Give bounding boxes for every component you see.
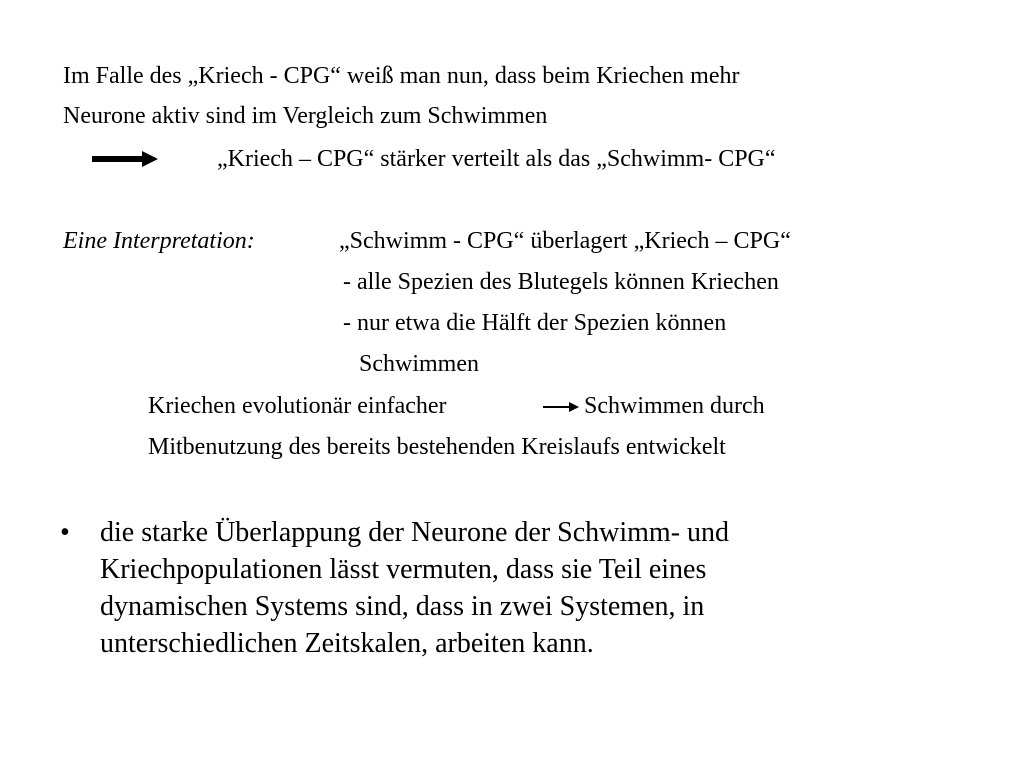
evolution-part-2: Schwimmen durch	[584, 393, 765, 419]
bullet-line-1: die starke Überlappung der Neurone der Schwimm- und	[100, 517, 730, 548]
intro-conclusion: „Kriech – CPG“ stärker verteilt als das „Schwimm- CPG“	[217, 146, 776, 172]
evolution-part-1: Kriechen evolutionär einfacher	[148, 393, 447, 419]
interpretation-point-2-line-1: - nur etwa die Hälft der Spezien können	[343, 310, 727, 336]
arrow-right-thick-icon	[92, 151, 158, 167]
bullet-line-4: unterschiedlichen Zeitskalen, arbeiten kann.	[100, 628, 594, 659]
bullet-line-2: Kriechpopulationen lässt vermuten, dass sie Teil eines	[100, 554, 707, 585]
interpretation-point-1: - alle Spezien des Blutegels können Kriechen	[343, 269, 779, 295]
interpretation-label: Eine Interpretation:	[63, 228, 255, 254]
evolution-line-2: Mitbenutzung des bereits bestehenden Kreislaufs entwickelt	[148, 434, 726, 460]
intro-line-2: Neurone aktiv sind im Vergleich zum Schwimmen	[63, 103, 548, 129]
bullet-symbol: •	[60, 517, 70, 548]
bullet-text	[100, 514, 920, 662]
intro-line-1: Im Falle des „Kriech - CPG“ weiß man nun, dass beim Kriechen mehr	[63, 63, 740, 89]
interpretation-statement: „Schwimm - CPG“ überlagert „Kriech – CPG“	[339, 228, 791, 254]
bullet-line-3: dynamischen Systems sind, dass in zwei Systemen, in	[100, 591, 705, 622]
interpretation-point-2-line-2: Schwimmen	[359, 351, 479, 377]
arrow-right-thin-icon	[543, 400, 579, 414]
